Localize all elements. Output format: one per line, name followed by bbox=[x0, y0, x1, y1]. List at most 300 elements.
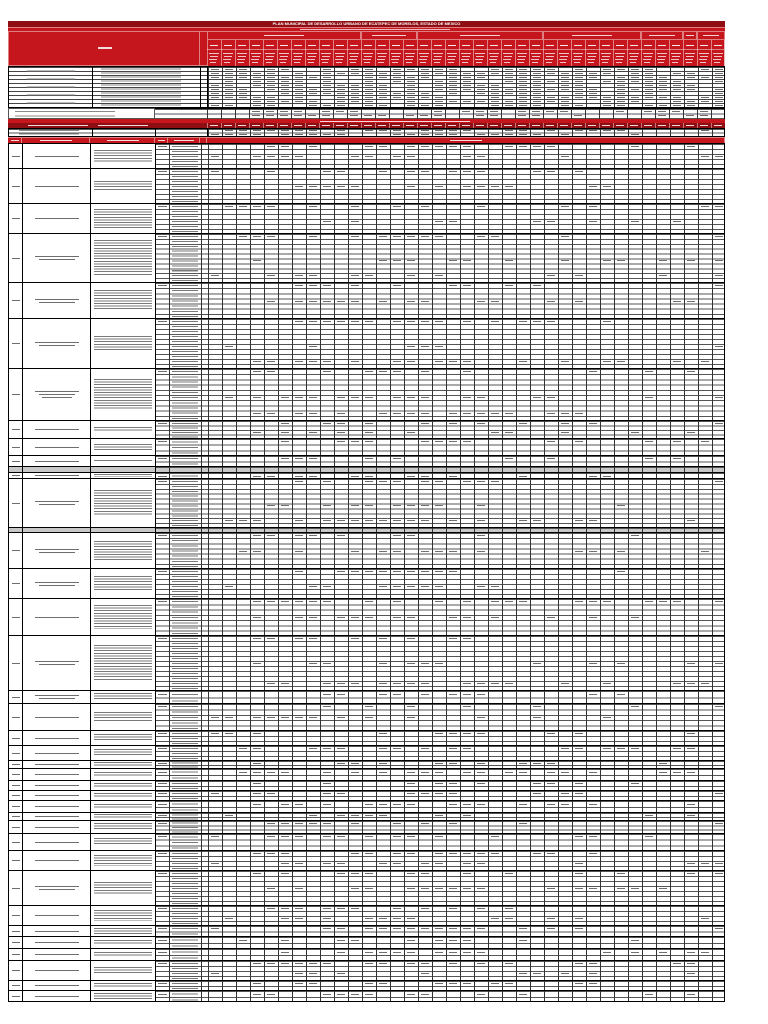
grid-value-mark bbox=[407, 186, 415, 187]
use-group-row bbox=[8, 833, 725, 850]
grid-value-mark bbox=[519, 101, 527, 102]
text-placeholder bbox=[12, 942, 20, 943]
grid-value-mark bbox=[715, 89, 723, 90]
text-placeholder bbox=[158, 694, 167, 695]
text-placeholder bbox=[94, 734, 152, 742]
grid-value-mark bbox=[701, 130, 709, 131]
grid-value-mark bbox=[337, 908, 345, 909]
grid-value-mark bbox=[281, 101, 289, 102]
grid-value-mark bbox=[295, 186, 303, 187]
grid-value-mark bbox=[351, 361, 359, 362]
grid-value-mark bbox=[645, 89, 653, 90]
grid-value-mark bbox=[561, 97, 569, 98]
grid-value-mark bbox=[421, 413, 429, 414]
grid-value-mark bbox=[309, 346, 317, 347]
grid-value-mark bbox=[715, 93, 723, 94]
grid-value-mark bbox=[309, 458, 317, 459]
text-placeholder bbox=[35, 954, 79, 955]
grid-value-mark bbox=[351, 551, 359, 552]
grid-value-mark bbox=[281, 772, 289, 773]
use-group-row bbox=[8, 980, 725, 990]
grid-value-mark bbox=[574, 115, 582, 116]
grid-value-mark bbox=[463, 863, 471, 864]
grid-value-mark bbox=[295, 823, 303, 824]
grid-value-mark bbox=[309, 361, 317, 362]
grid-value-mark bbox=[603, 321, 611, 322]
grid-value-mark bbox=[365, 952, 373, 953]
grid-value-mark bbox=[477, 994, 485, 995]
text-placeholder bbox=[35, 806, 79, 807]
text-placeholder bbox=[158, 733, 167, 734]
grid-value-mark bbox=[365, 156, 373, 157]
grid-value-mark bbox=[309, 638, 317, 639]
grid-value-mark bbox=[379, 863, 387, 864]
grid-value-mark bbox=[490, 115, 498, 116]
grid-value-mark bbox=[393, 520, 401, 521]
text-placeholder bbox=[94, 240, 152, 276]
grid-value-mark bbox=[463, 638, 471, 639]
text-placeholder bbox=[158, 571, 167, 572]
grid-value-mark bbox=[449, 130, 457, 131]
grid-value-mark bbox=[533, 81, 541, 82]
grid-value-mark bbox=[295, 130, 303, 131]
grid-value-mark bbox=[715, 77, 723, 78]
text-placeholder bbox=[12, 774, 20, 775]
grid-value-mark bbox=[519, 89, 527, 90]
grid-value-mark bbox=[267, 85, 275, 86]
grid-value-mark bbox=[547, 275, 555, 276]
grid-value-mark bbox=[715, 793, 723, 794]
text-placeholder bbox=[39, 504, 75, 505]
grid-value-mark bbox=[336, 111, 344, 112]
grid-value-mark bbox=[323, 963, 331, 964]
grid-value-mark bbox=[617, 505, 625, 506]
grid-value-mark bbox=[687, 77, 695, 78]
grid-value-mark bbox=[337, 397, 345, 398]
grid-value-mark bbox=[589, 836, 597, 837]
compatibility-grid bbox=[208, 533, 724, 568]
grid-value-mark bbox=[281, 863, 289, 864]
grid-value-mark bbox=[323, 783, 331, 784]
grid-value-mark bbox=[435, 481, 443, 482]
grid-value-mark bbox=[575, 171, 583, 172]
grid-value-mark bbox=[225, 918, 233, 919]
grid-value-mark bbox=[505, 130, 513, 131]
use-group-row bbox=[8, 870, 725, 905]
grid-value-mark bbox=[575, 441, 583, 442]
grid-value-mark bbox=[253, 873, 261, 874]
grid-value-mark bbox=[477, 586, 485, 587]
grid-value-mark bbox=[421, 571, 429, 572]
grid-value-mark bbox=[421, 551, 429, 552]
text-placeholder bbox=[101, 67, 181, 107]
grid-value-mark bbox=[477, 101, 485, 102]
grid-value-mark bbox=[491, 918, 499, 919]
grid-value-mark bbox=[561, 85, 569, 86]
grid-value-mark bbox=[491, 481, 499, 482]
grid-value-mark bbox=[575, 863, 583, 864]
grid-value-mark bbox=[687, 863, 695, 864]
grid-value-mark bbox=[365, 601, 373, 602]
grid-value-mark bbox=[337, 717, 345, 718]
grid-value-mark bbox=[253, 853, 261, 854]
grid-value-mark bbox=[351, 206, 359, 207]
grid-value-mark bbox=[421, 888, 429, 889]
grid-value-mark bbox=[673, 221, 681, 222]
grid-value-mark bbox=[463, 101, 471, 102]
grid-value-mark bbox=[687, 815, 695, 816]
grid-value-mark bbox=[603, 73, 611, 74]
use-group-row bbox=[8, 478, 725, 527]
grid-value-mark bbox=[463, 683, 471, 684]
grid-value-mark bbox=[337, 301, 345, 302]
grid-value-mark bbox=[309, 89, 317, 90]
grid-value-mark bbox=[407, 101, 415, 102]
grid-value-mark bbox=[435, 236, 443, 237]
grid-value-mark bbox=[323, 694, 331, 695]
text-placeholder bbox=[320, 121, 470, 122]
grid-value-mark bbox=[463, 321, 471, 322]
grid-value-mark bbox=[687, 520, 695, 521]
grid-value-mark bbox=[295, 301, 303, 302]
grid-value-mark bbox=[309, 823, 317, 824]
grid-value-mark bbox=[211, 973, 219, 974]
grid-value-mark bbox=[337, 571, 345, 572]
grid-value-mark bbox=[644, 111, 652, 112]
text-placeholder bbox=[35, 842, 79, 843]
grid-value-mark bbox=[225, 815, 233, 816]
grid-value-mark bbox=[267, 371, 275, 372]
grid-value-mark bbox=[449, 963, 457, 964]
grid-value-mark bbox=[561, 134, 569, 135]
grid-value-mark bbox=[225, 520, 233, 521]
grid-value-mark bbox=[351, 301, 359, 302]
grid-value-mark bbox=[379, 236, 387, 237]
grid-value-mark bbox=[407, 963, 415, 964]
use-group-row bbox=[8, 203, 725, 233]
text-placeholder bbox=[264, 35, 304, 36]
text-placeholder bbox=[172, 906, 198, 925]
grid-value-mark bbox=[365, 432, 373, 433]
grid-value-mark bbox=[211, 171, 219, 172]
grid-value-mark bbox=[533, 520, 541, 521]
grid-value-mark bbox=[715, 73, 723, 74]
grid-value-mark bbox=[393, 397, 401, 398]
grid-value-mark bbox=[365, 101, 373, 102]
grid-value-mark bbox=[519, 994, 527, 995]
grid-value-mark bbox=[617, 93, 625, 94]
text-placeholder bbox=[39, 259, 75, 260]
grid-value-mark bbox=[239, 97, 247, 98]
grid-value-mark bbox=[267, 535, 275, 536]
grid-value-mark bbox=[435, 105, 443, 106]
grid-value-mark bbox=[659, 85, 667, 86]
text-placeholder bbox=[94, 793, 152, 798]
text-placeholder bbox=[12, 258, 20, 259]
grid-value-mark bbox=[547, 301, 555, 302]
grid-value-mark bbox=[673, 89, 681, 90]
text-placeholder bbox=[12, 996, 20, 997]
grid-value-mark bbox=[463, 285, 471, 286]
grid-value-mark bbox=[393, 285, 401, 286]
grid-value-mark bbox=[253, 397, 261, 398]
grid-value-mark bbox=[351, 815, 359, 816]
grid-value-mark bbox=[589, 888, 597, 889]
grid-value-mark bbox=[295, 888, 303, 889]
grid-value-mark bbox=[477, 928, 485, 929]
grid-value-mark bbox=[323, 371, 331, 372]
compatibility-grid bbox=[208, 761, 724, 768]
grid-value-mark bbox=[449, 748, 457, 749]
grid-value-mark bbox=[463, 804, 471, 805]
text-placeholder bbox=[94, 576, 152, 592]
use-group-row bbox=[8, 455, 725, 466]
grid-value-mark bbox=[519, 97, 527, 98]
grid-value-mark bbox=[379, 733, 387, 734]
grid-value-mark bbox=[351, 772, 359, 773]
grid-value-mark bbox=[421, 994, 429, 995]
grid-value-mark bbox=[491, 586, 499, 587]
compatibility-grid bbox=[208, 234, 724, 282]
grid-value-mark bbox=[253, 130, 261, 131]
grid-value-mark bbox=[365, 146, 373, 147]
grid-value-mark bbox=[294, 111, 302, 112]
grid-value-mark bbox=[547, 441, 555, 442]
use-group-row bbox=[8, 635, 725, 690]
grid-value-mark bbox=[393, 535, 401, 536]
use-group-row bbox=[8, 780, 725, 790]
grid-value-mark bbox=[631, 69, 639, 70]
grid-value-mark bbox=[365, 888, 373, 889]
grid-value-mark bbox=[435, 733, 443, 734]
grid-value-mark bbox=[687, 994, 695, 995]
grid-value-mark bbox=[323, 804, 331, 805]
grid-value-mark bbox=[715, 105, 723, 106]
grid-value-mark bbox=[309, 101, 317, 102]
grid-value-mark bbox=[211, 863, 219, 864]
grid-value-mark bbox=[406, 115, 414, 116]
grid-value-mark bbox=[477, 863, 485, 864]
grid-value-mark bbox=[505, 983, 513, 984]
grid-value-mark bbox=[477, 93, 485, 94]
grid-value-mark bbox=[267, 101, 275, 102]
grid-value-mark bbox=[463, 77, 471, 78]
grid-value-mark bbox=[281, 69, 289, 70]
grid-value-mark bbox=[547, 171, 555, 172]
grid-value-mark bbox=[253, 733, 261, 734]
grid-value-mark bbox=[477, 481, 485, 482]
grid-value-mark bbox=[477, 804, 485, 805]
grid-value-mark bbox=[645, 105, 653, 106]
grid-value-mark bbox=[393, 458, 401, 459]
grid-value-mark bbox=[225, 69, 233, 70]
grid-value-mark bbox=[407, 346, 415, 347]
grid-value-mark bbox=[295, 89, 303, 90]
text-placeholder bbox=[35, 256, 79, 257]
grid-value-mark bbox=[280, 115, 288, 116]
text-placeholder bbox=[94, 474, 152, 477]
grid-value-mark bbox=[323, 793, 331, 794]
grid-value-mark bbox=[477, 423, 485, 424]
grid-value-mark bbox=[505, 260, 513, 261]
text-placeholder bbox=[94, 427, 152, 432]
text-placeholder bbox=[11, 140, 19, 141]
grid-value-mark bbox=[491, 301, 499, 302]
text-placeholder bbox=[158, 321, 167, 322]
grid-value-mark bbox=[253, 260, 261, 261]
grid-value-mark bbox=[561, 156, 569, 157]
grid-value-mark bbox=[449, 69, 457, 70]
text-placeholder bbox=[172, 204, 198, 233]
grid-value-mark bbox=[477, 520, 485, 521]
text-placeholder bbox=[158, 458, 167, 459]
grid-value-mark bbox=[393, 481, 401, 482]
grid-value-mark bbox=[351, 476, 359, 477]
grid-value-mark bbox=[309, 586, 317, 587]
grid-value-mark bbox=[435, 101, 443, 102]
grid-value-mark bbox=[421, 823, 429, 824]
grid-value-mark bbox=[645, 93, 653, 94]
grid-value-mark bbox=[407, 836, 415, 837]
grid-value-mark bbox=[253, 85, 261, 86]
grid-value-mark bbox=[295, 101, 303, 102]
grid-value-mark bbox=[561, 81, 569, 82]
grid-value-mark bbox=[449, 146, 457, 147]
grid-value-mark bbox=[547, 733, 555, 734]
grid-value-mark bbox=[421, 793, 429, 794]
grid-value-mark bbox=[281, 423, 289, 424]
text-placeholder bbox=[172, 421, 198, 438]
grid-value-mark bbox=[379, 481, 387, 482]
grid-value-mark bbox=[519, 105, 527, 106]
grid-value-mark bbox=[323, 285, 331, 286]
grid-value-mark bbox=[267, 130, 275, 131]
grid-value-mark bbox=[449, 285, 457, 286]
grid-value-mark bbox=[421, 481, 429, 482]
grid-value-mark bbox=[575, 551, 583, 552]
grid-value-mark bbox=[449, 260, 457, 261]
grid-value-mark bbox=[267, 717, 275, 718]
grid-value-mark bbox=[211, 717, 219, 718]
grid-value-mark bbox=[575, 413, 583, 414]
grid-value-mark bbox=[435, 601, 443, 602]
grid-value-mark bbox=[365, 321, 373, 322]
grid-value-mark bbox=[645, 69, 653, 70]
grid-value-mark bbox=[379, 963, 387, 964]
grid-value-mark bbox=[407, 93, 415, 94]
grid-value-mark bbox=[350, 111, 358, 112]
grid-value-mark bbox=[379, 586, 387, 587]
text-placeholder bbox=[158, 748, 167, 749]
grid-value-mark bbox=[211, 69, 219, 70]
grid-value-mark bbox=[211, 73, 219, 74]
grid-value-mark bbox=[519, 93, 527, 94]
use-group-row bbox=[8, 282, 725, 318]
grid-value-mark bbox=[407, 571, 415, 572]
grid-value-mark bbox=[589, 97, 597, 98]
grid-value-mark bbox=[337, 815, 345, 816]
grid-value-mark bbox=[309, 983, 317, 984]
grid-value-mark bbox=[561, 683, 569, 684]
grid-value-mark bbox=[715, 260, 723, 261]
compatibility-grid bbox=[208, 636, 724, 690]
grid-value-mark bbox=[449, 476, 457, 477]
grid-value-mark bbox=[659, 97, 667, 98]
grid-value-mark bbox=[421, 97, 429, 98]
grid-value-mark bbox=[603, 101, 611, 102]
grid-value-mark bbox=[589, 520, 597, 521]
grid-value-mark bbox=[673, 105, 681, 106]
grid-value-mark bbox=[673, 601, 681, 602]
grid-value-mark bbox=[337, 928, 345, 929]
grid-value-mark bbox=[267, 638, 275, 639]
grid-value-mark bbox=[365, 458, 373, 459]
header-use-cell bbox=[8, 31, 200, 66]
grid-value-mark bbox=[463, 733, 471, 734]
grid-value-mark bbox=[267, 77, 275, 78]
grid-value-mark bbox=[477, 73, 485, 74]
grid-value-mark bbox=[477, 397, 485, 398]
grid-value-mark bbox=[449, 940, 457, 941]
grid-value-mark bbox=[421, 371, 429, 372]
grid-value-mark bbox=[379, 918, 387, 919]
grid-value-mark bbox=[295, 77, 303, 78]
grid-value-mark bbox=[505, 873, 513, 874]
use-group-row bbox=[8, 960, 725, 980]
grid-value-mark bbox=[533, 101, 541, 102]
occupancy-norms-table bbox=[8, 66, 725, 108]
grid-value-mark bbox=[407, 853, 415, 854]
grid-value-mark bbox=[337, 134, 345, 135]
text-placeholder bbox=[172, 569, 198, 598]
text-placeholder bbox=[158, 763, 167, 764]
grid-value-mark bbox=[533, 77, 541, 78]
grid-value-mark bbox=[351, 397, 359, 398]
text-placeholder bbox=[35, 764, 79, 765]
grid-value-mark bbox=[658, 111, 666, 112]
text-placeholder bbox=[158, 815, 167, 816]
grid-value-mark bbox=[505, 683, 513, 684]
grid-value-mark bbox=[701, 918, 709, 919]
grid-value-mark bbox=[449, 361, 457, 362]
grid-value-mark bbox=[519, 134, 527, 135]
grid-value-mark bbox=[491, 321, 499, 322]
grid-value-mark bbox=[575, 77, 583, 78]
grid-value-mark bbox=[365, 706, 373, 707]
use-group-row bbox=[8, 532, 725, 568]
grid-value-mark bbox=[687, 260, 695, 261]
grid-value-mark bbox=[575, 130, 583, 131]
grid-value-mark bbox=[715, 706, 723, 707]
grid-value-mark bbox=[659, 77, 667, 78]
grid-value-mark bbox=[393, 853, 401, 854]
grid-value-mark bbox=[323, 301, 331, 302]
grid-value-mark bbox=[281, 134, 289, 135]
grid-value-mark bbox=[239, 130, 247, 131]
grid-value-mark bbox=[365, 397, 373, 398]
text-placeholder bbox=[158, 952, 167, 953]
use-group-row bbox=[8, 948, 725, 960]
grid-value-mark bbox=[532, 115, 540, 116]
grid-value-mark bbox=[547, 130, 555, 131]
grid-value-mark bbox=[449, 952, 457, 953]
grid-value-mark bbox=[295, 571, 303, 572]
grid-value-mark bbox=[267, 823, 275, 824]
grid-value-mark bbox=[505, 93, 513, 94]
grid-value-mark bbox=[323, 361, 331, 362]
grid-value-mark bbox=[575, 89, 583, 90]
grid-value-mark bbox=[603, 81, 611, 82]
